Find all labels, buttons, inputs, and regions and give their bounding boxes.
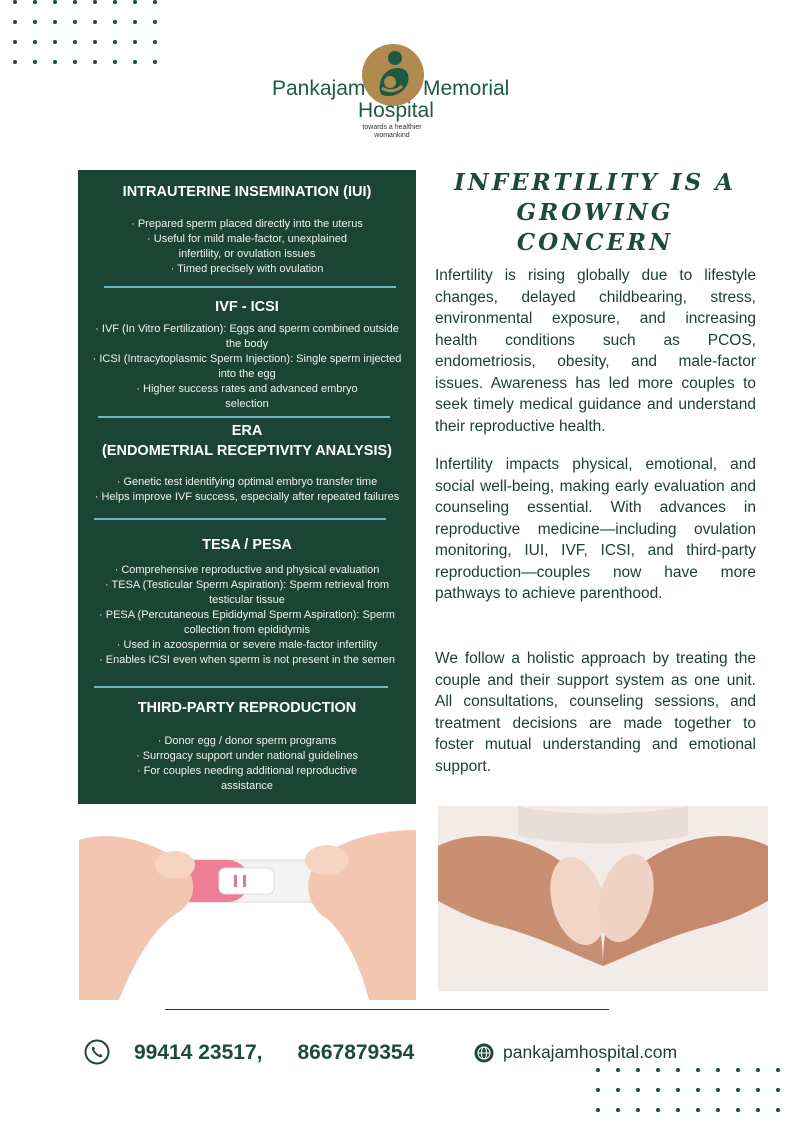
hospital-logo: [268, 42, 508, 140]
decorative-dot: [656, 1108, 660, 1112]
section-title-tesa-pesa: TESA / PESA: [202, 537, 292, 553]
decorative-dot: [153, 60, 157, 64]
list-item: · IVF (In Vitro Fertilization): Eggs and sperm combined outside the body: [95, 323, 399, 350]
decorative-dot: [776, 1088, 780, 1092]
decorative-dot: [716, 1108, 720, 1112]
decorative-dot: [716, 1088, 720, 1092]
decorative-dot: [736, 1068, 740, 1072]
decorative-dot: [33, 40, 37, 44]
paragraph-1: Infertility is rising globally due to lifestyle changes, delayed childbearing, stress, environmental exposure, and increasing health conditions such as PCOS, endometriosis, obesity, and male-factor issues. Awareness has led more couples to seek timely medical guidance and understand their reproductive health.: [435, 267, 756, 435]
decorative-dot: [636, 1108, 640, 1112]
decorative-dot: [113, 20, 117, 24]
globe-icon: [474, 1043, 494, 1063]
decorative-dot: [73, 20, 77, 24]
decorative-dot: [93, 40, 97, 44]
list-item: · PESA (Percutaneous Epididymal Sperm Aspiration): Sperm collection from epididymis: [99, 609, 395, 636]
decorative-dot: [756, 1108, 760, 1112]
decorative-dot: [696, 1108, 700, 1112]
list-item: · Used in azoospermia or severe male-factor infertility: [116, 639, 378, 651]
decorative-dot: [53, 0, 57, 4]
decorative-dot: [113, 0, 117, 4]
decorative-dot: [756, 1088, 760, 1092]
logo-emblem: [362, 44, 424, 106]
decorative-dot: [93, 60, 97, 64]
heading-line-1: INFERTILITY IS A: [454, 169, 736, 196]
decorative-dot: [33, 20, 37, 24]
decorative-dot: [53, 20, 57, 24]
list-item: · For couples needing additional reproductive assistance: [136, 765, 358, 792]
decorative-dot: [696, 1088, 700, 1092]
decorative-dot: [53, 60, 57, 64]
section-title-iui: INTRAUTERINE INSEMINATION (IUI): [122, 184, 372, 200]
decorative-dot: [113, 60, 117, 64]
decorative-dot: [736, 1108, 740, 1112]
section-title-era: ERA: [231, 423, 263, 439]
list-item: · Timed precisely with ovulation: [170, 263, 324, 275]
mother-child-icon: [362, 44, 424, 106]
heading-line-2: GROWING CONCERN: [516, 199, 674, 256]
decorative-dot: [93, 0, 97, 4]
section-divider: [98, 416, 390, 418]
list-item: · TESA (Testicular Sperm Aspiration): Sperm retrieval from testicular tissue: [104, 579, 390, 606]
section-body-ivf-icsi: [86, 322, 408, 412]
decorative-dot: [13, 20, 17, 24]
decorative-dot: [133, 60, 137, 64]
paragraph-2: Infertility impacts physical, emotional, and social well-being, making early evaluation and counseling essential. With advances in reproductive medicine—including ovulation monitoring, IUI, IVF, ICSI, and third-party reproduction—couples now have more pathways to achieve parenthood.: [435, 456, 756, 602]
phone-icon: [84, 1039, 110, 1065]
list-item: · Surrogacy support under national guidelines: [136, 750, 358, 762]
decorative-dot: [73, 60, 77, 64]
decorative-dot: [736, 1088, 740, 1092]
logo-tagline: towards a healthier womankind: [362, 124, 422, 139]
decorative-dot: [616, 1088, 620, 1092]
section-body-iui: [86, 217, 408, 277]
baby-feet-hands-photo: [438, 806, 768, 991]
decorative-dot: [616, 1108, 620, 1112]
decorative-dot: [53, 40, 57, 44]
decorative-dot: [153, 0, 157, 4]
decorative-dot: [93, 20, 97, 24]
list-item: · ICSI (Intracytoplasmic Sperm Injection): Single sperm injected into the egg: [92, 353, 402, 380]
section-divider: [94, 518, 386, 520]
list-item: · Donor egg / donor sperm programs: [157, 735, 337, 747]
page-heading: [436, 168, 754, 258]
decorative-dot: [13, 0, 17, 4]
decorative-dot: [616, 1068, 620, 1072]
decorative-dot: [33, 60, 37, 64]
section-divider: [104, 286, 396, 288]
decorative-dot: [73, 0, 77, 4]
website-link[interactable]: pankajamhospital.com: [503, 1042, 678, 1062]
phone-numbers: [134, 1040, 414, 1066]
list-item: · Enables ICSI even when sperm is not present in the semen: [99, 654, 395, 666]
section-divider: [94, 686, 388, 688]
decorative-dot: [716, 1068, 720, 1072]
section-body-era: [78, 475, 416, 505]
decorative-dot: [596, 1068, 600, 1072]
decorative-dot: [656, 1088, 660, 1092]
list-item: · Genetic test identifying optimal embryo transfer time: [116, 476, 378, 488]
decorative-dot: [133, 0, 137, 4]
decorative-dot: [596, 1088, 600, 1092]
section-title-third-party: THIRD-PARTY REPRODUCTION: [137, 700, 357, 716]
decorative-dot: [133, 20, 137, 24]
decorative-dot: [33, 0, 37, 4]
decorative-dot: [73, 40, 77, 44]
decorative-dot-grid-top: [13, 0, 157, 64]
logo-name-left: Pankajam: [272, 77, 366, 100]
list-item: · Higher success rates and advanced embryo selection: [136, 383, 358, 410]
decorative-dot: [153, 40, 157, 44]
logo-name-right: Memorial: [423, 77, 510, 100]
decorative-dot: [776, 1068, 780, 1072]
section-subtitle-era: (ENDOMETRIAL RECEPTIVITY ANALYSIS): [101, 443, 393, 459]
decorative-dot: [13, 40, 17, 44]
phone-number-2[interactable]: 8667879354: [297, 1041, 415, 1064]
section-body-tesa-pesa: [82, 563, 412, 668]
decorative-dot: [696, 1068, 700, 1072]
decorative-dot: [676, 1088, 680, 1092]
decorative-dot: [13, 60, 17, 64]
decorative-dot: [133, 40, 137, 44]
logo-name-bottom: Hospital: [358, 99, 434, 122]
paragraph-3: We follow a holistic approach by treating the couple and their support system as one unit. All consultations, counseling sessions, and treatment decisions are made together to foster mutual understanding and emotional support.: [435, 650, 756, 775]
section-body-third-party: [86, 734, 408, 794]
decorative-dot: [676, 1068, 680, 1072]
treatments-panel: [78, 170, 416, 804]
section-title-ivf-icsi: IVF - ICSI: [215, 299, 279, 315]
list-item: · Prepared sperm placed directly into the uterus: [131, 218, 363, 230]
list-item: · Helps improve IVF success, especially after repeated failures: [94, 491, 400, 503]
decorative-dot: [596, 1108, 600, 1112]
decorative-dot: [676, 1108, 680, 1112]
decorative-dot: [756, 1068, 760, 1072]
list-item: · Comprehensive reproductive and physical evaluation: [114, 564, 380, 576]
footer-divider: [165, 1009, 609, 1010]
decorative-dot: [636, 1068, 640, 1072]
decorative-dot: [636, 1088, 640, 1092]
decorative-dot-grid-bottom: [596, 1068, 780, 1112]
decorative-dot: [113, 40, 117, 44]
decorative-dot: [776, 1108, 780, 1112]
phone-number-1[interactable]: 99414 23517,: [134, 1041, 263, 1064]
pregnancy-test-photo: [79, 820, 416, 1000]
decorative-dot: [656, 1068, 660, 1072]
list-item: · Useful for mild male-factor, unexplained infertility, or ovulation issues: [147, 233, 347, 260]
decorative-dot: [153, 20, 157, 24]
